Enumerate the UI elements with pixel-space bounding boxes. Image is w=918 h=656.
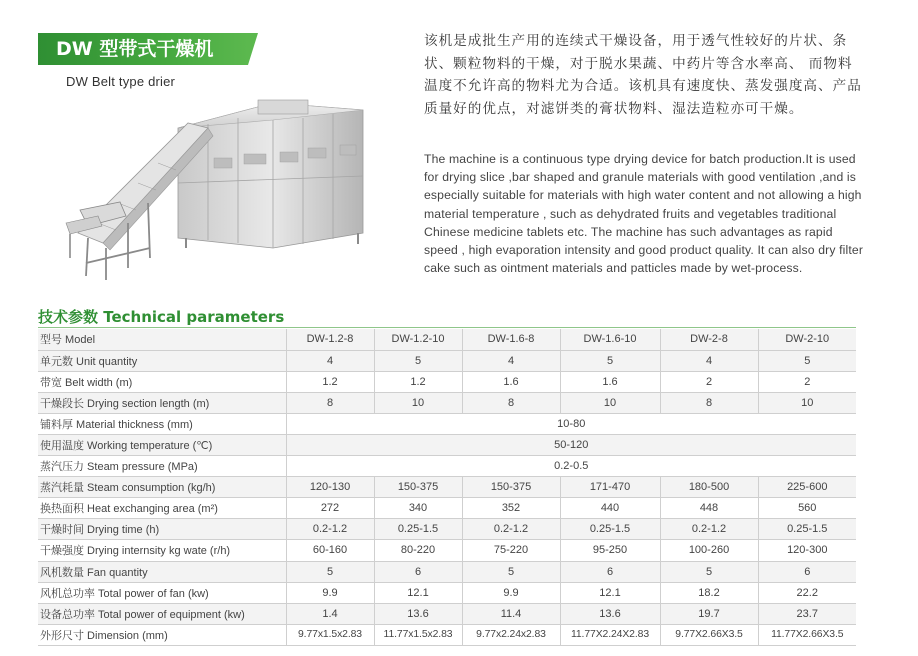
value-cell: 80-220 — [374, 540, 462, 561]
table-row — [38, 561, 856, 582]
value-cell: 6 — [374, 561, 462, 582]
value-cell: 12.1 — [374, 582, 462, 603]
value-cell: 1.2 — [374, 371, 462, 392]
value-cell: 11.77X2.24X2.83 — [560, 624, 660, 645]
table-row — [38, 540, 856, 561]
technical-parameters-heading: 技术参数 Technical parameters — [38, 308, 285, 326]
value-cell: 9.9 — [462, 582, 560, 603]
model-header-cell: DW-1.2-10 — [374, 329, 462, 350]
value-cell: 13.6 — [374, 603, 462, 624]
product-title: DW 型带式干燥机 — [38, 33, 248, 65]
row-label-cell: 干燥时间 Drying time (h) — [38, 519, 286, 540]
model-header-cell: DW-2-10 — [758, 329, 856, 350]
value-cell: 9.77X2.66X3.5 — [660, 624, 758, 645]
value-cell: 10 — [560, 392, 660, 413]
value-cell: 100-260 — [660, 540, 758, 561]
value-cell: 6 — [560, 561, 660, 582]
value-cell: 1.6 — [560, 371, 660, 392]
value-cell: 1.4 — [286, 603, 374, 624]
spanned-value-cell: 10-80 — [286, 413, 856, 434]
table-row — [38, 350, 856, 371]
model-header-cell: DW-1.2-8 — [286, 329, 374, 350]
value-cell: 352 — [462, 498, 560, 519]
value-cell: 75-220 — [462, 540, 560, 561]
value-cell: 180-500 — [660, 477, 758, 498]
value-cell: 6 — [758, 561, 856, 582]
table-row — [38, 434, 856, 455]
table-row — [38, 456, 856, 477]
value-cell: 8 — [286, 392, 374, 413]
model-header-cell: DW-1.6-8 — [462, 329, 560, 350]
value-cell: 5 — [286, 561, 374, 582]
row-label-cell: 设备总功率 Total power of equipment (kw) — [38, 603, 286, 624]
value-cell: 11.77x1.5x2.83 — [374, 624, 462, 645]
row-label-cell: 蒸汽压力 Steam pressure (MPa) — [38, 456, 286, 477]
value-cell: 272 — [286, 498, 374, 519]
value-cell: 225-600 — [758, 477, 856, 498]
value-cell: 23.7 — [758, 603, 856, 624]
value-cell: 171-470 — [560, 477, 660, 498]
value-cell: 22.2 — [758, 582, 856, 603]
value-cell: 60-160 — [286, 540, 374, 561]
value-cell: 150-375 — [462, 477, 560, 498]
row-label-cell: 干燥段长 Drying section length (m) — [38, 392, 286, 413]
value-cell: 5 — [462, 561, 560, 582]
value-cell: 5 — [374, 350, 462, 371]
description-chinese: 该机是成批生产用的连续式干燥设备，用于透气性较好的片状、条状、颗粒物料的干燥，对于脱水果蔬、中药片等含水率高、 而物料温度不允许高的物料尤为合适。该机具有速度快、蒸发强度高、产品质量好的优点，对滤饼类的膏状物料、湿法造粒亦可干燥。 — [424, 33, 862, 117]
table-row — [38, 413, 856, 434]
row-label-cell: 换热面积 Heat exchanging area (m²) — [38, 498, 286, 519]
value-cell: 95-250 — [560, 540, 660, 561]
value-cell: 9.9 — [286, 582, 374, 603]
value-cell: 8 — [660, 392, 758, 413]
value-cell: 2 — [660, 371, 758, 392]
row-label-cell: 风机数量 Fan quantity — [38, 561, 286, 582]
table-row — [38, 498, 856, 519]
belt-drier-photo — [58, 98, 368, 293]
row-label-cell: 带宽 Belt width (m) — [38, 371, 286, 392]
value-cell: 2 — [758, 371, 856, 392]
value-cell: 10 — [758, 392, 856, 413]
model-header-cell: DW-2-8 — [660, 329, 758, 350]
value-cell: 19.7 — [660, 603, 758, 624]
value-cell: 11.77X2.66X3.5 — [758, 624, 856, 645]
value-cell: 1.2 — [286, 371, 374, 392]
value-cell: 5 — [660, 561, 758, 582]
value-cell: 0.2-1.2 — [660, 519, 758, 540]
value-cell: 12.1 — [560, 582, 660, 603]
value-cell: 120-300 — [758, 540, 856, 561]
value-cell: 5 — [758, 350, 856, 371]
value-cell: 8 — [462, 392, 560, 413]
model-header-cell: DW-1.6-10 — [560, 329, 660, 350]
row-label-cell: 外形尺寸 Dimension (mm) — [38, 624, 286, 645]
row-label-cell: 蒸汽耗量 Steam consumption (kg/h) — [38, 477, 286, 498]
value-cell: 9.77x2.24x2.83 — [462, 624, 560, 645]
value-cell: 0.2-1.2 — [286, 519, 374, 540]
value-cell: 440 — [560, 498, 660, 519]
value-cell: 18.2 — [660, 582, 758, 603]
value-cell: 150-375 — [374, 477, 462, 498]
value-cell: 448 — [660, 498, 758, 519]
value-cell: 4 — [462, 350, 560, 371]
table-row — [38, 392, 856, 413]
table-row — [38, 477, 856, 498]
value-cell: 1.6 — [462, 371, 560, 392]
product-subtitle: DW Belt type drier — [66, 74, 176, 89]
value-cell: 13.6 — [560, 603, 660, 624]
spanned-value-cell: 0.2-0.5 — [286, 456, 856, 477]
value-cell: 0.2-1.2 — [462, 519, 560, 540]
value-cell: 120-130 — [286, 477, 374, 498]
description-english: The machine is a continuous type drying device for batch production.It is used for drying slice ,bar shaped and granule materials with good ventilation ,and is especially suitable for materials with high water content and not allowing a high material temperature , such as dehydrated fruits and vegetables traditional Chinese medicine tablets etc. The machine has such advantages as rapid speed , high evaporation intensity and good product quality. It can also dry filter cake such as ointment materials and patticles made by wet-process. — [424, 152, 864, 276]
value-cell: 340 — [374, 498, 462, 519]
table-row — [38, 624, 856, 645]
table-row — [38, 582, 856, 603]
table-row — [38, 603, 856, 624]
table-row — [38, 371, 856, 392]
table-row — [38, 519, 856, 540]
value-cell: 4 — [286, 350, 374, 371]
spanned-value-cell: 50-120 — [286, 434, 856, 455]
value-cell: 0.25-1.5 — [560, 519, 660, 540]
row-label-cell: 干燥强度 Drying internsity kg wate (r/h) — [38, 540, 286, 561]
row-label-cell: 铺料厚 Material thickness (mm) — [38, 413, 286, 434]
row-label-cell: 风机总功率 Total power of fan (kw) — [38, 582, 286, 603]
value-cell: 11.4 — [462, 603, 560, 624]
row-label-cell: 单元数 Unit quantity — [38, 350, 286, 371]
value-cell: 0.25-1.5 — [374, 519, 462, 540]
value-cell: 4 — [660, 350, 758, 371]
value-cell: 0.25-1.5 — [758, 519, 856, 540]
value-cell: 5 — [560, 350, 660, 371]
value-cell: 560 — [758, 498, 856, 519]
value-cell: 10 — [374, 392, 462, 413]
value-cell: 9.77x1.5x2.83 — [286, 624, 374, 645]
row-label-cell: 使用温度 Working temperature (℃) — [38, 434, 286, 455]
header-label-cell: 型号 Model — [38, 329, 286, 350]
technical-parameters-table — [38, 329, 856, 646]
table-header-row — [38, 329, 856, 350]
heading-divider — [38, 327, 856, 328]
